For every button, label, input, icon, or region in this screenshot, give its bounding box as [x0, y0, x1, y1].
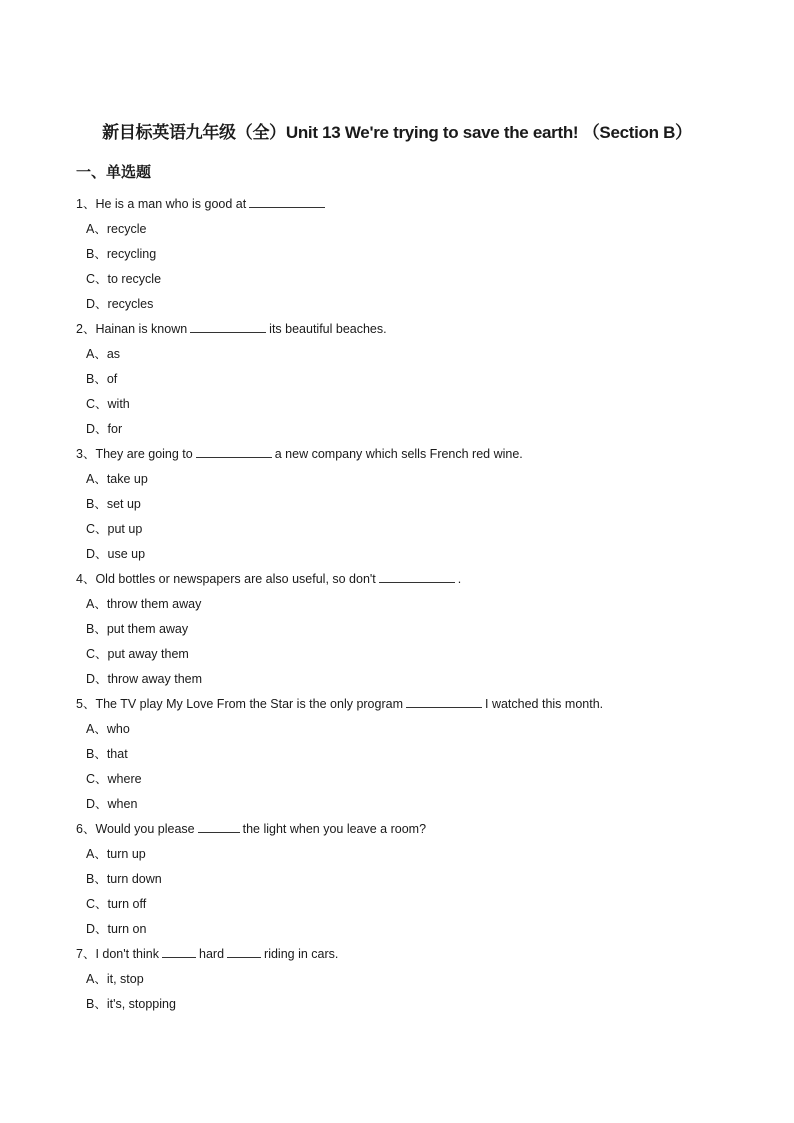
answer-option: A、take up [86, 472, 148, 486]
answer-option: B、it's, stopping [86, 997, 176, 1011]
answer-option: B、recycling [86, 247, 157, 261]
question-text: I don't think [95, 947, 159, 961]
document-title: 新目标英语九年级（全）Unit 13 We're trying to save the earth! （Section B） [102, 123, 692, 142]
answer-option: D、when [86, 797, 138, 811]
question-number: 1、 [76, 197, 96, 211]
answer-option: B、put them away [86, 622, 189, 636]
question-number: 4、 [76, 572, 96, 586]
question-stem [76, 944, 756, 969]
question-text: riding in cars. [264, 947, 339, 961]
section-title: 一、单选题 [76, 164, 152, 181]
question-number: 5、 [76, 697, 96, 711]
answer-option: C、put away them [86, 647, 189, 661]
question-stem [76, 819, 756, 844]
answer-blank [379, 569, 455, 583]
answer-option: B、of [86, 372, 118, 386]
question-text: Old bottles or newspapers are also useful, so don't [95, 572, 376, 586]
answer-option: D、turn on [86, 922, 147, 936]
question-list [76, 194, 756, 1019]
answer-option: D、use up [86, 547, 146, 561]
answer-blank [162, 944, 196, 958]
answer-option: D、recycles [86, 297, 154, 311]
answer-blank [227, 944, 261, 958]
answer-option: C、with [86, 397, 130, 411]
answer-option: A、recycle [86, 222, 147, 236]
question-text: Hainan is known [95, 322, 188, 336]
answer-option: C、where [86, 772, 142, 786]
answer-blank [249, 194, 325, 208]
question-text: the light when you leave a room? [242, 822, 427, 836]
question-number: 3、 [76, 447, 96, 461]
answer-option: A、it, stop [86, 972, 144, 986]
question-text: He is a man who is good at [95, 197, 247, 211]
question-stem [76, 319, 756, 344]
question-text: They are going to [95, 447, 193, 461]
question-text: hard [199, 947, 225, 961]
answer-blank [196, 444, 272, 458]
question-text: a new company which sells French red wine. [274, 447, 523, 461]
answer-option: D、throw away them [86, 672, 203, 686]
question-stem [76, 694, 756, 719]
answer-option: D、for [86, 422, 123, 436]
answer-option: C、to recycle [86, 272, 162, 286]
answer-option: B、that [86, 747, 128, 761]
answer-option: A、turn up [86, 847, 146, 861]
question-text: I watched this month. [485, 697, 604, 711]
answer-option: B、set up [86, 497, 141, 511]
answer-option: C、turn off [86, 897, 147, 911]
answer-option: C、put up [86, 522, 143, 536]
answer-blank [198, 819, 240, 833]
answer-blank [190, 319, 266, 333]
question-stem [76, 444, 756, 469]
answer-option: A、as [86, 347, 121, 361]
question-number: 2、 [76, 322, 96, 336]
question-text: its beautiful beaches. [269, 322, 387, 336]
question-text: The TV play My Love From the Star is the only program [95, 697, 403, 711]
answer-option: A、who [86, 722, 130, 736]
question-text: . [457, 572, 462, 586]
answer-blank [406, 694, 482, 708]
answer-option: B、turn down [86, 872, 162, 886]
question-stem [76, 194, 756, 219]
question-number: 7、 [76, 947, 96, 961]
question-text: Would you please [95, 822, 195, 836]
question-stem [76, 569, 756, 594]
question-number: 6、 [76, 822, 96, 836]
answer-option: A、throw them away [86, 597, 202, 611]
